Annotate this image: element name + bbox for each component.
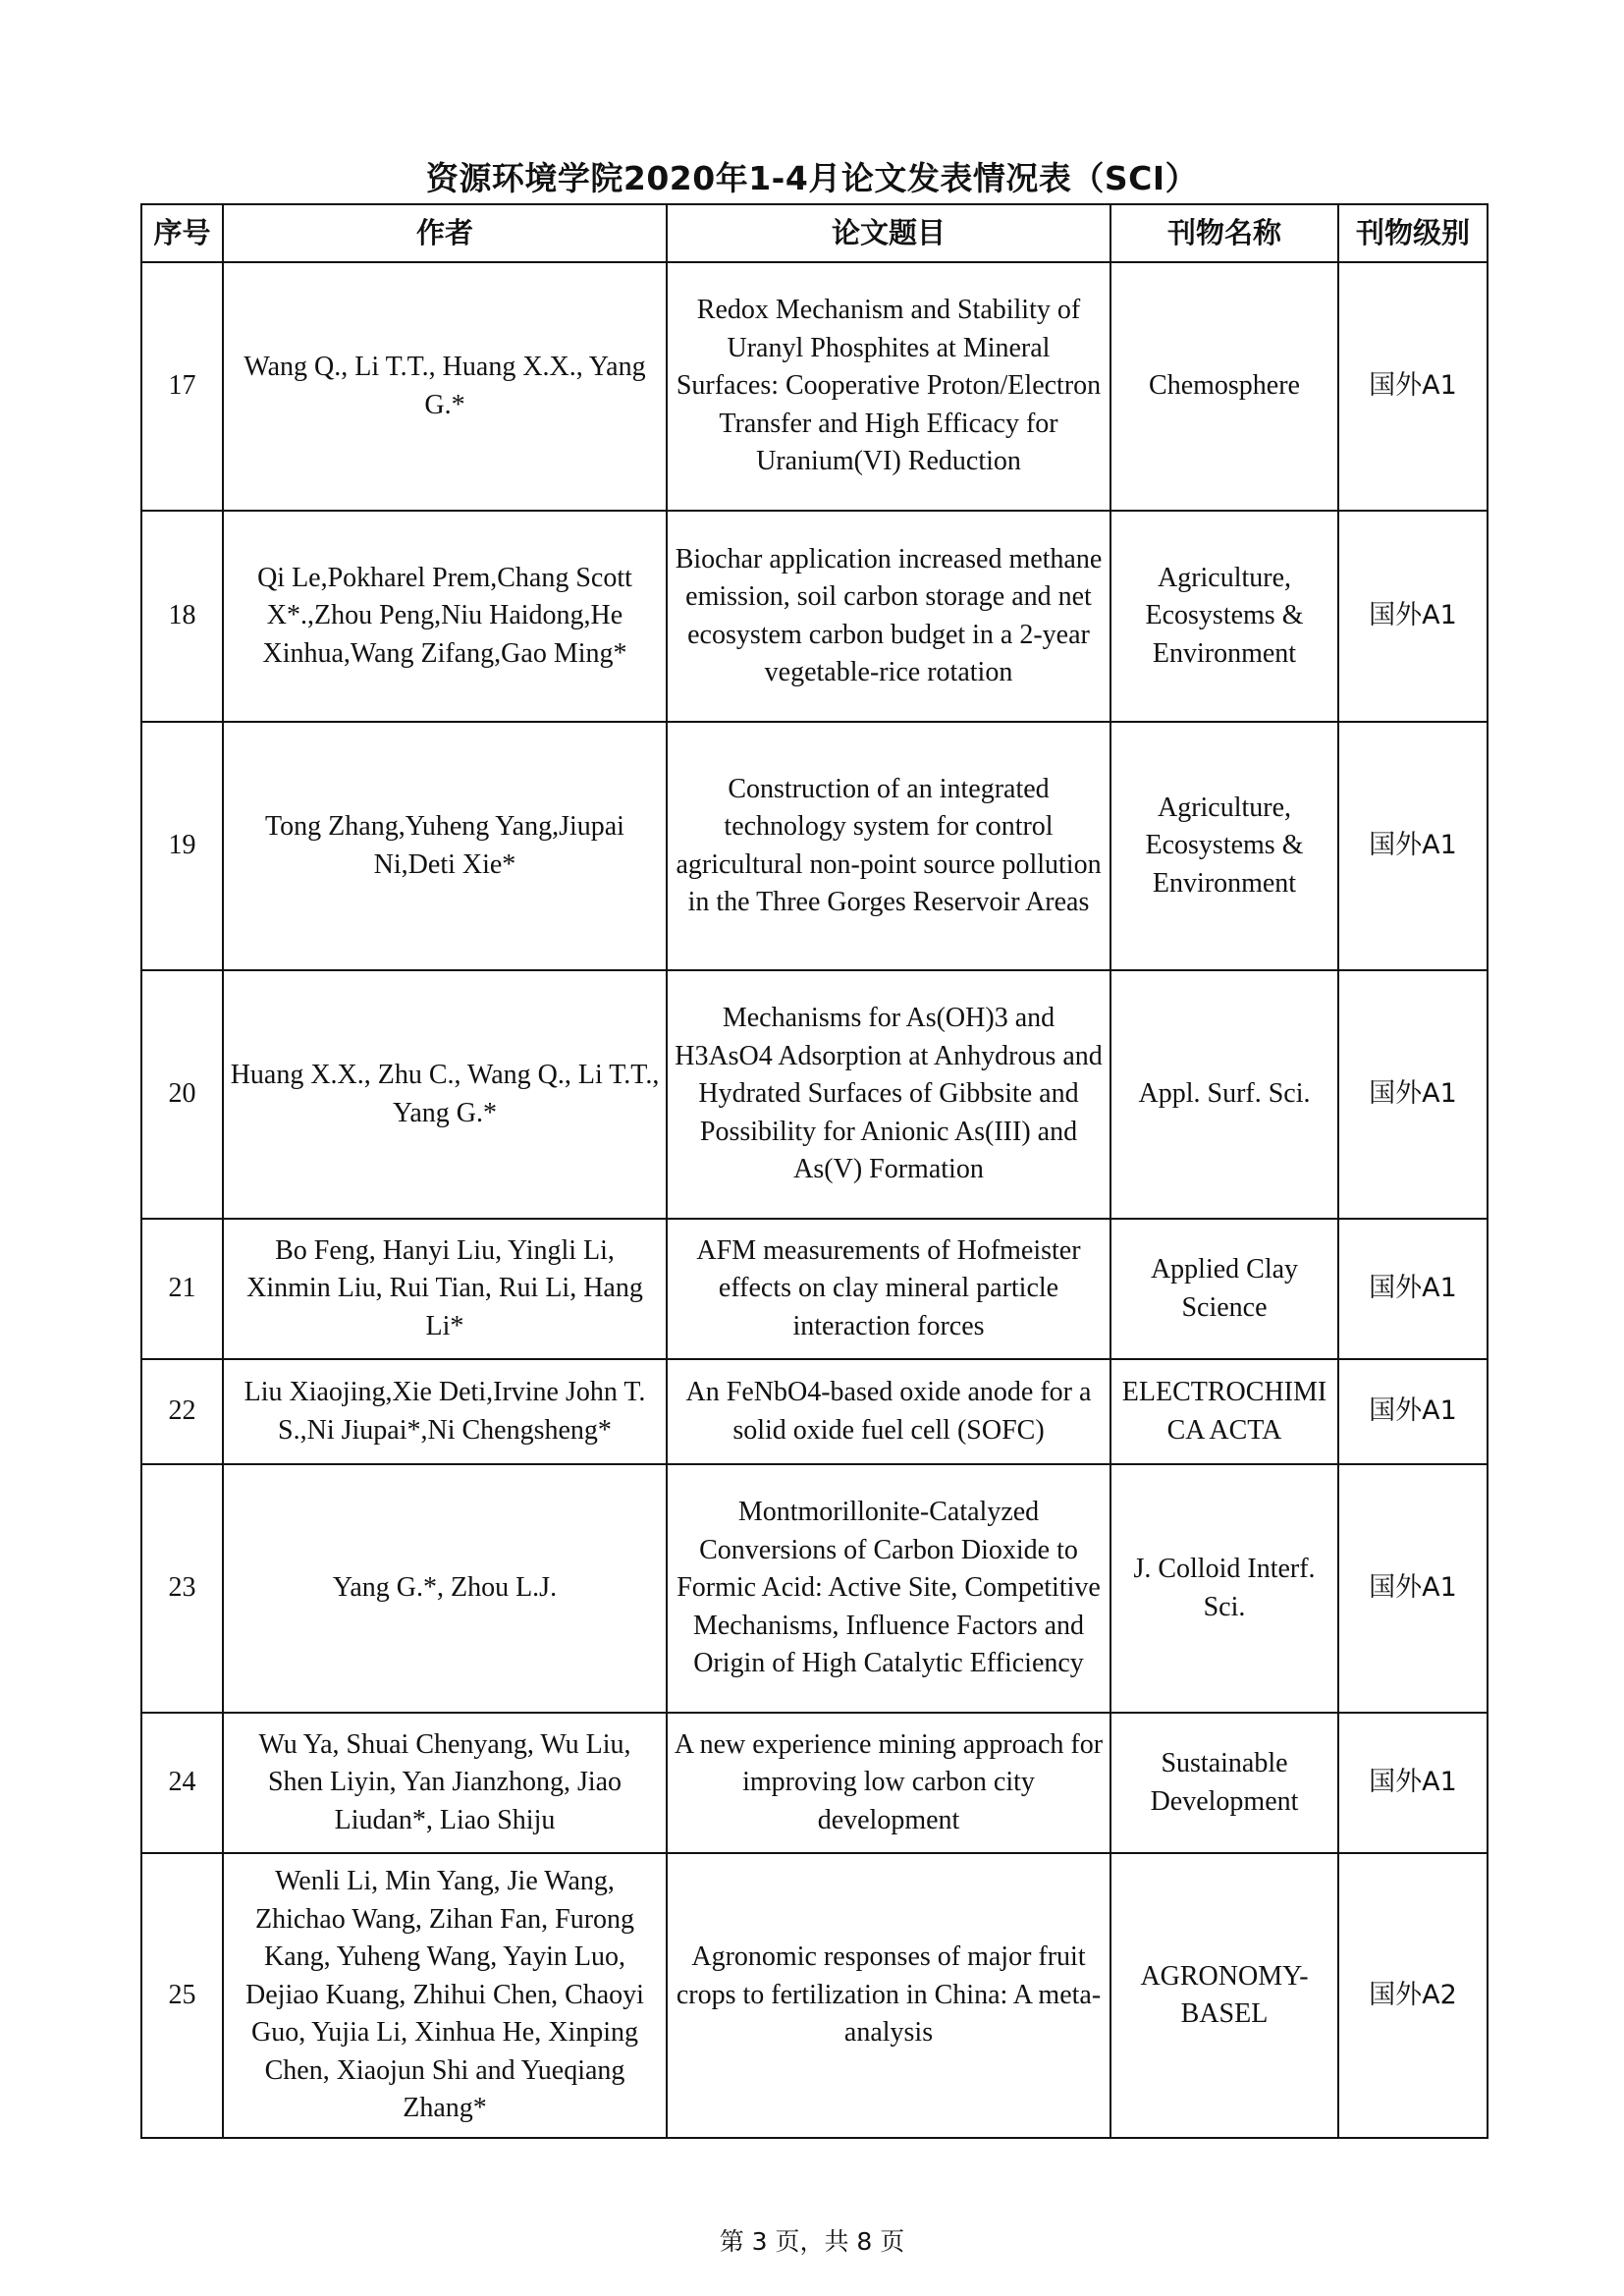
cell-level: 国外A1 xyxy=(1338,511,1488,722)
table-row xyxy=(141,1464,1488,1713)
cell-no: 23 xyxy=(141,1464,223,1713)
cell-title: Montmorillonite-Catalyzed Conversions of Carbon Dioxide to Formic Acid: Active Site, Competitive Mechanisms, Influence Factors and Origin of High Catalytic Efficiency xyxy=(667,1464,1110,1713)
cell-level: 国外A1 xyxy=(1338,722,1488,970)
cell-level: 国外A1 xyxy=(1338,970,1488,1219)
cell-journal: ELECTROCHIMICA ACTA xyxy=(1110,1359,1338,1464)
cell-journal: J. Colloid Interf. Sci. xyxy=(1110,1464,1338,1713)
cell-level: 国外A1 xyxy=(1338,1219,1488,1359)
cell-no: 25 xyxy=(141,1853,223,2138)
table-row xyxy=(141,262,1488,511)
cell-journal: Appl. Surf. Sci. xyxy=(1110,970,1338,1219)
table-row xyxy=(141,1853,1488,2138)
table-row xyxy=(141,511,1488,722)
cell-level: 国外A1 xyxy=(1338,1713,1488,1853)
cell-no: 22 xyxy=(141,1359,223,1464)
cell-level: 国外A1 xyxy=(1338,1359,1488,1464)
cell-no: 17 xyxy=(141,262,223,511)
column-header-no: 序号 xyxy=(141,204,223,262)
cell-journal: Sustainable Development xyxy=(1110,1713,1338,1853)
cell-no: 24 xyxy=(141,1713,223,1853)
cell-no: 19 xyxy=(141,722,223,970)
cell-journal: Agriculture, Ecosystems & Environment xyxy=(1110,511,1338,722)
cell-title: An FeNbO4-based oxide anode for a solid oxide fuel cell (SOFC) xyxy=(667,1359,1110,1464)
table-header-row xyxy=(141,204,1488,262)
table-row xyxy=(141,722,1488,970)
column-header-journal: 刊物名称 xyxy=(1110,204,1338,262)
cell-level: 国外A2 xyxy=(1338,1853,1488,2138)
cell-title: Agronomic responses of major fruit crops to fertilization in China: A meta-analysis xyxy=(667,1853,1110,2138)
cell-journal: Agriculture, Ecosystems & Environment xyxy=(1110,722,1338,970)
cell-authors: Tong Zhang,Yuheng Yang,Jiupai Ni,Deti Xie* xyxy=(223,722,667,970)
publications-table xyxy=(140,203,1489,2139)
cell-authors: Liu Xiaojing,Xie Deti,Irvine John T. S.,Ni Jiupai*,Ni Chengsheng* xyxy=(223,1359,667,1464)
cell-authors: Qi Le,Pokharel Prem,Chang Scott X*.,Zhou Peng,Niu Haidong,He Xinhua,Wang Zifang,Gao Ming* xyxy=(223,511,667,722)
cell-journal: Chemosphere xyxy=(1110,262,1338,511)
cell-level: 国外A1 xyxy=(1338,262,1488,511)
cell-title: Redox Mechanism and Stability of Uranyl Phosphites at Mineral Surfaces: Cooperative Proton/Electron Transfer and High Efficacy for Uranium(VI) Reduction xyxy=(667,262,1110,511)
table-row xyxy=(141,1359,1488,1464)
cell-authors: Wu Ya, Shuai Chenyang, Wu Liu, Shen Liyin, Yan Jianzhong, Jiao Liudan*, Liao Shiju xyxy=(223,1713,667,1853)
page-title: 资源环境学院2020年1-4月论文发表情况表（SCI） xyxy=(425,159,1199,197)
column-header-title: 论文题目 xyxy=(667,204,1110,262)
cell-level: 国外A1 xyxy=(1338,1464,1488,1713)
table-row xyxy=(141,1219,1488,1359)
cell-title: Construction of an integrated technology system for control agricultural non-point source pollution in the Three Gorges Reservoir Areas xyxy=(667,722,1110,970)
column-header-level: 刊物级别 xyxy=(1338,204,1488,262)
cell-no: 20 xyxy=(141,970,223,1219)
table-row xyxy=(141,1713,1488,1853)
page-footer: 第 3 页，共 8 页 xyxy=(719,2227,905,2256)
cell-authors: Huang X.X., Zhu C., Wang Q., Li T.T., Yang G.* xyxy=(223,970,667,1219)
cell-journal: Applied Clay Science xyxy=(1110,1219,1338,1359)
cell-authors: Bo Feng, Hanyi Liu, Yingli Li, Xinmin Liu, Rui Tian, Rui Li, Hang Li* xyxy=(223,1219,667,1359)
cell-no: 18 xyxy=(141,511,223,722)
cell-authors: Wang Q., Li T.T., Huang X.X., Yang G.* xyxy=(223,262,667,511)
cell-title: Biochar application increased methane emission, soil carbon storage and net ecosystem carbon budget in a 2-year vegetable-rice rotation xyxy=(667,511,1110,722)
cell-title: AFM measurements of Hofmeister effects on clay mineral particle interaction forces xyxy=(667,1219,1110,1359)
cell-authors: Wenli Li, Min Yang, Jie Wang, Zhichao Wang, Zihan Fan, Furong Kang, Yuheng Wang, Yayin Luo, Dejiao Kuang, Zhihui Chen, Chaoyi Guo, Yujia Li, Xinhua He, Xinping Chen, Xiaojun Shi and Yueqiang Zhang* xyxy=(223,1853,667,2138)
cell-no: 21 xyxy=(141,1219,223,1359)
cell-journal: AGRONOMY-BASEL xyxy=(1110,1853,1338,2138)
cell-title: Mechanisms for As(OH)3 and H3AsO4 Adsorption at Anhydrous and Hydrated Surfaces of Gibbsite and Possibility for Anionic As(III) and As(V) Formation xyxy=(667,970,1110,1219)
column-header-authors: 作者 xyxy=(223,204,667,262)
cell-title: A new experience mining approach for improving low carbon city development xyxy=(667,1713,1110,1853)
cell-authors: Yang G.*, Zhou L.J. xyxy=(223,1464,667,1713)
table-row xyxy=(141,970,1488,1219)
